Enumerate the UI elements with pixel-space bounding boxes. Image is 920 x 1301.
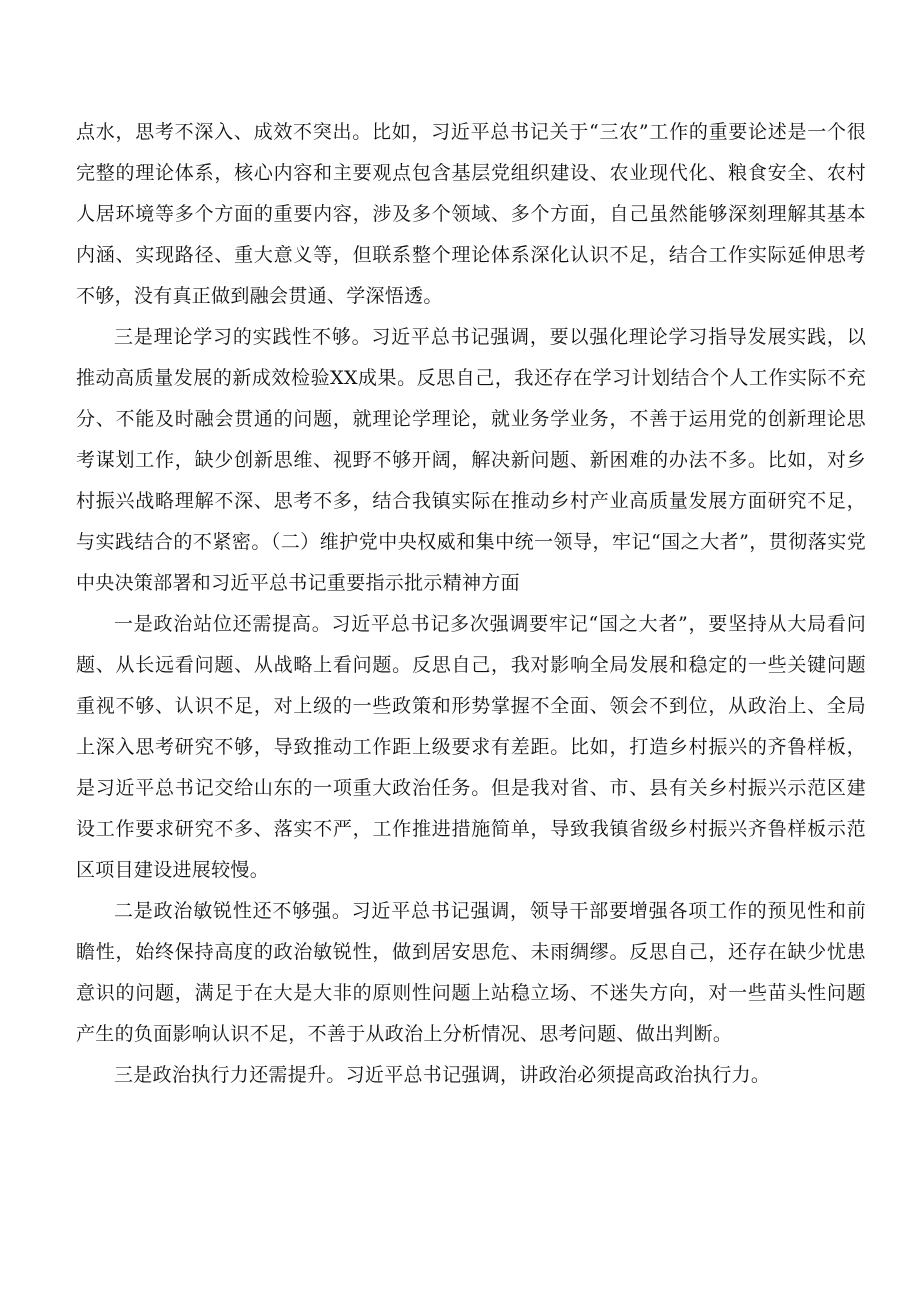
paragraph-3: 一是政治站位还需提高。习近平总书记多次强调要牢记“国之大者”，要坚持从大局看问题、从长远看问题、从战略上看问题。反思自己，我对影响全局发展和稳定的一些关键问题重视不够、认识不足，对上级的一些政策和形势掌握不全面、领会不到位，从政治上、全局上深入思考研究不够，导致推动工作距上级要求有差距。比如，打造乡村振兴的齐鲁样板，是习近平总书记交给山东的一项重大政治任务。但是我对省、市、县有关乡村振兴示范区建设工作要求研究不多、落实不严，工作推进措施简单，导致我镇省级乡村振兴齐鲁样板示范区项目建设进展较慢。 xyxy=(76,613,866,881)
paragraph-2: 三是理论学习的实践性不够。习近平总书记强调，要以强化理论学习指导发展实践，以推动高质量发展的新成效检验XX成果。反思自己，我还存在学习计划结合个人工作实际不充分、不能及时融会贯通的问题，就理论学理论，就业务学业务，不善于运用党的创新理论思考谋划工作，缺少创新思维、视野不够开阔，解决新问题、新困难的办法不多。比如，对乡村振兴战略理解不深、思考不多，结合我镇实际在推动乡村产业高质量发展方面研究不足，与实践结合的不紧密。（二）维护党中央权威和集中统一领导，牢记“国之大者”，贯彻落实党中央决策部署和习近平总书记重要指示批示精神方面 xyxy=(76,326,866,594)
paragraph-4: 二是政治敏锐性还不够强。习近平总书记强调，领导干部要增强各项工作的预见性和前瞻性，始终保持高度的政治敏锐性，做到居安思危、未雨绸缪。反思自己，还存在缺少忧患意识的问题，满足于在大是大非的原则性问题上站稳立场、不迷失方向，对一些苗头性问题产生的负面影响认识不足，不善于从政治上分析情况、思考问题、做出判断。 xyxy=(76,900,866,1045)
document-body xyxy=(76,112,866,1096)
paragraph-1: 点水，思考不深入、成效不突出。比如，习近平总书记关于“三农”工作的重要论述是一个很完整的理论体系，核心内容和主要观点包含基层党组织建设、农业现代化、粮食安全、农村人居环境等多个方面的重要内容，涉及多个领域、多个方面，自己虽然能够深刻理解其基本内涵、实现路径、重大意义等，但联系整个理论体系深化认识不足，结合工作实际延伸思考不够，没有真正做到融会贯通、学深悟透。 xyxy=(76,121,866,307)
paragraph-5: 三是政治执行力还需提升。习近平总书记强调，讲政治必须提高政治执行力。 xyxy=(114,1064,771,1086)
